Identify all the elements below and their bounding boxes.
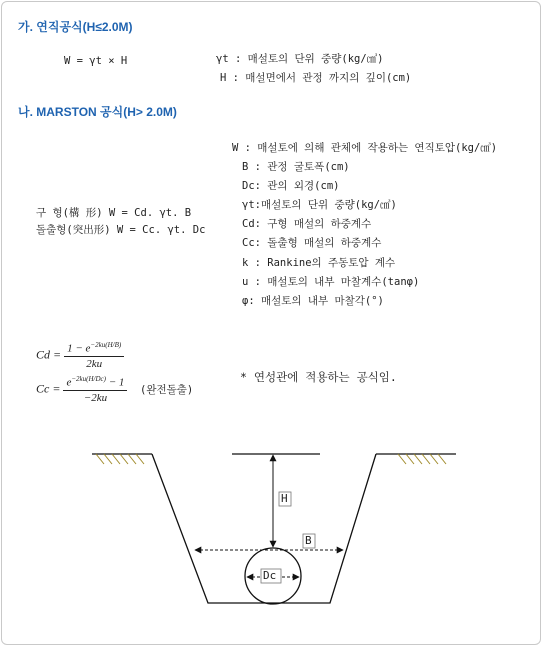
def-h: H : 매설면에서 관정 까지의 깊이(cm): [220, 72, 412, 84]
section-a-heading: 가. 연직공식(H≤2.0M): [18, 20, 133, 34]
soil-hatch-left: [96, 454, 144, 464]
label-b: B: [305, 534, 312, 547]
def-item: W : 매설토에 의해 관체에 작용하는 연직토압(kg/㎤): [232, 142, 498, 154]
section-a-formula: W = γt × H: [64, 55, 128, 67]
formula-ditch: 구 형(構 形) W = Cd. γt. B: [36, 207, 192, 219]
cd-numerator: 1 − e: [67, 342, 91, 355]
def-item: B : 관정 굴토폭(cm): [242, 161, 350, 173]
def-gamma: γt : 매설토의 단위 중량(kg/㎤): [216, 53, 384, 65]
cc-lhs: Cc =: [36, 381, 61, 396]
cc-denominator: −2ku: [83, 391, 108, 404]
cc-note: (완전돌출): [140, 384, 194, 396]
def-item: Dc: 관의 외경(cm): [242, 180, 340, 192]
label-h: H: [281, 492, 288, 505]
cd-denominator: 2ku: [86, 357, 103, 370]
cc-exponent: −2ku(H/Dc): [71, 375, 106, 383]
cd-exponent: −2ku(H/B): [90, 341, 122, 349]
def-item: γt:매설토의 단위 중량(kg/㎤): [242, 199, 397, 211]
cc-numerator: e: [66, 376, 72, 389]
cd-lhs: Cd =: [36, 347, 62, 362]
footnote: * 연성관에 적용하는 공식임.: [240, 370, 397, 384]
def-item: φ: 매설토의 내부 마찰각(°): [242, 295, 384, 307]
def-item: Cc: 돌출형 매설의 하중계수: [242, 237, 382, 249]
formula-projection: 돌출형(突出形) W = Cc. γt. Dc: [36, 224, 206, 236]
def-item: Cd: 구형 매설의 하중계수: [242, 218, 372, 230]
section-b-heading: 나. MARSTON 공식(H> 2.0M): [18, 105, 177, 119]
label-dc: Dc: [263, 569, 277, 582]
def-item: k : Rankine의 주동토압 계수: [242, 257, 396, 269]
soil-hatch-right: [398, 454, 446, 464]
def-item: u : 매설토의 내부 마찰계수(tanφ): [242, 276, 420, 288]
cc-numerator-tail: − 1: [105, 376, 125, 389]
